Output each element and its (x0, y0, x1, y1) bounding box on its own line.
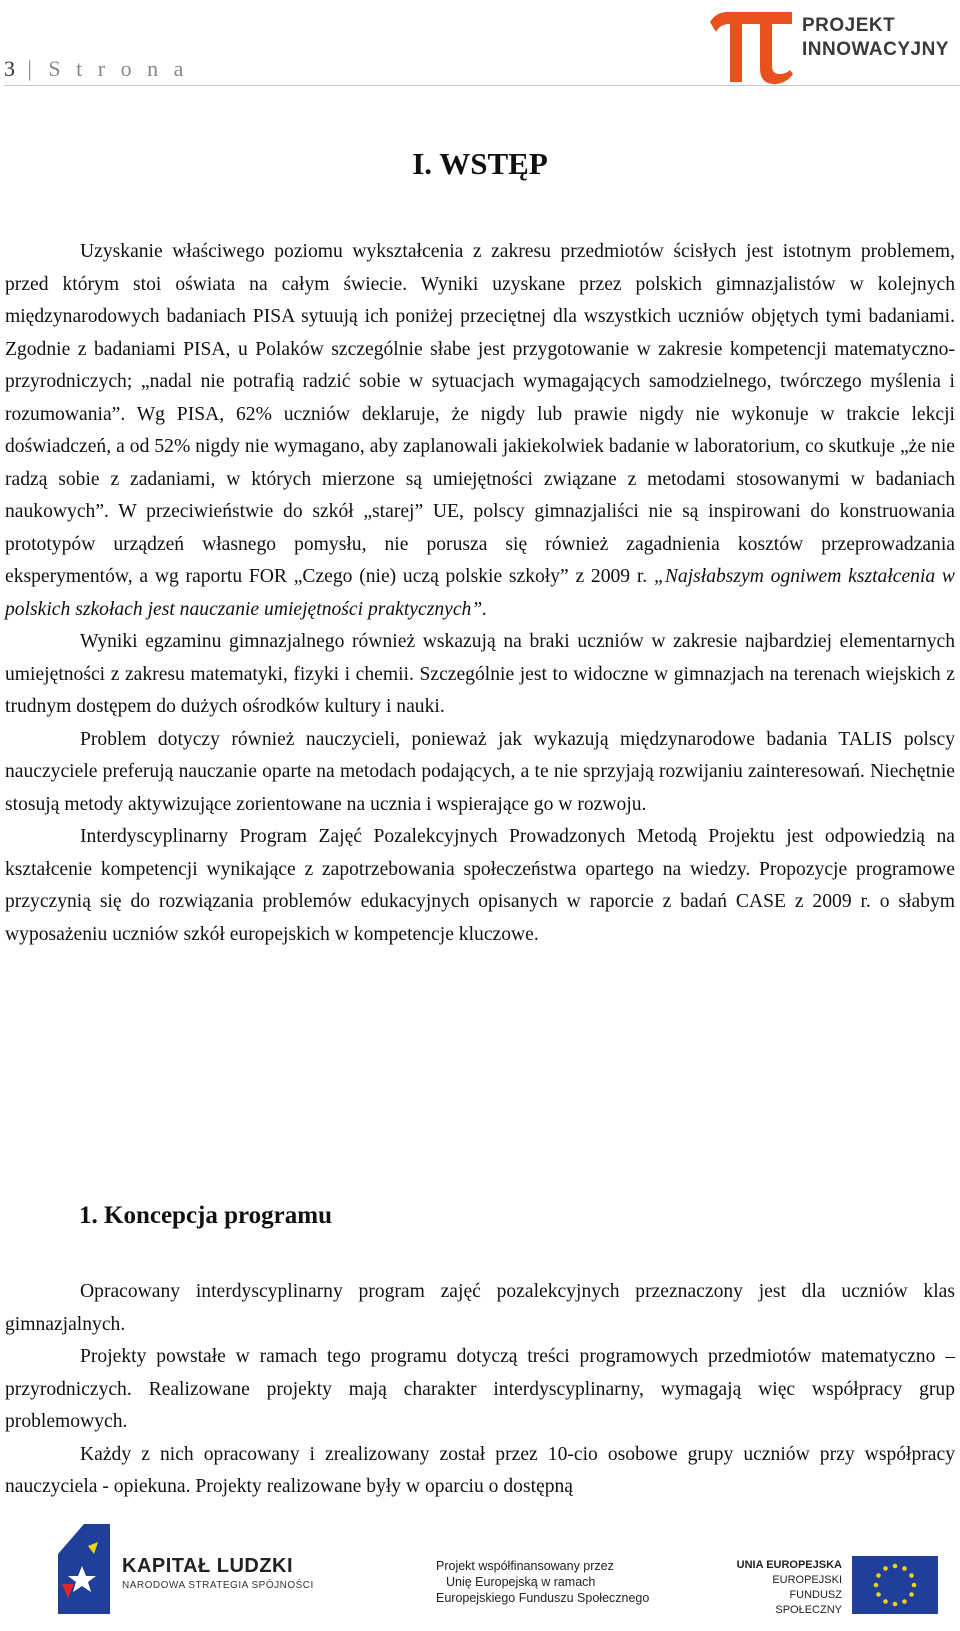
page-number: 3 (4, 56, 15, 81)
intro-section (5, 236, 955, 951)
eu-star-icon (893, 1602, 898, 1607)
eu-line-3: FUNDUSZ SPOŁECZNY (775, 1589, 842, 1616)
eu-star-icon (893, 1564, 898, 1569)
eu-star-icon (909, 1573, 914, 1578)
eu-star-icon (876, 1592, 881, 1597)
logo-text (802, 14, 949, 62)
eu-star-icon (883, 1599, 888, 1604)
pi-icon (706, 4, 798, 84)
kapital-ludzki-title: KAPITAŁ LUDZKI (122, 1555, 294, 1577)
projekt-innowacyjny-logo (706, 4, 960, 84)
page-word: S t r o n a (48, 56, 189, 81)
intro-paragraph-3: Problem dotyczy również nauczycieli, ponieważ jak wykazują międzynarodowe badania TALIS polscy nauczyciele preferują nauczanie oparte na metodach podających, a te nie sprzyjają rozwijaniu zainteresowań. Niechętnie stosują metody aktywizujące zorientowane na ucznia i wspierające go w rozwoju. (5, 728, 955, 815)
eu-star-icon (909, 1592, 914, 1597)
chapter-title: I. WSTĘP (412, 146, 548, 181)
eu-logo-text (730, 1558, 842, 1618)
eu-star-icon (902, 1566, 907, 1571)
concept-paragraph-1: Opracowany interdyscyplinarny program zajęć pozalekcyjnych przeznaczony jest dla uczniów klas gimnazjalnych. (5, 1281, 955, 1335)
intro-paragraph-1-quote: „Najsłabszym ogniwem kształcenia w polskich szkołach jest nauczanie umiejętności praktycznych”. (5, 566, 955, 620)
eu-star-icon (876, 1573, 881, 1578)
concept-section (5, 1276, 955, 1504)
cofinancing-note (436, 1558, 649, 1606)
eu-star-icon (902, 1599, 907, 1604)
page-number-separator: | (27, 56, 32, 81)
eu-line-1: UNIA EUROPEJSKA (736, 1559, 842, 1571)
intro-paragraph-1 (5, 236, 955, 626)
kapital-ludzki-emblem-icon (58, 1524, 110, 1614)
eu-line-2: EUROPEJSKI (772, 1574, 842, 1586)
logo-line-innowacyjny: INNOWACYJNY (802, 39, 949, 60)
header-divider (4, 85, 960, 86)
eu-star-icon (912, 1583, 917, 1588)
intro-paragraph-1-text: Uzyskanie właściwego poziomu wykształcenia z zakresu przedmiotów ścisłych jest istotnym problemem, przed którym stoi oświata na całym świecie. Wyniki uzyskane przez polskich gimnazjalistów w kolejnych międzynarodowych badaniach PISA sytuują ich poniżej przeciętnej dla wszystkich uczniów objętych tymi badaniami. Zgodnie z badaniami PISA, u Polaków szczególnie słabe jest przygotowanie w zakresie kompetencji matematyczno-przyrodniczych; „nadal nie potrafią radzić sobie w sytuacjach wymagających samodzielnego, twórczego myślenia i rozumowania”. Wg PISA, 62% uczniów deklaruje, że nigdy lub prawie nigdy nie wykonuje w trakcie lekcji doświadczeń, a od 52% nigdy nie wymagano, aby zaplanowali jakiekolwiek badanie w laboratorium, co skutkuje „że nie radzą sobie z zadaniami, w których mierzone są umiejętności związane z metodami stosowanymi w badaniach naukowych”. W przeciwieństwie do szkół „starej” UE, polscy gimnazjaliści nie są inspirowani do konstruowania prototypów urządzeń własnego pomysłu, nie porusza się również zagadnienia kosztów przeprowadzania eksperymentów, a wg raportu FOR „Czego (nie) uczą polskie szkoły” z 2009 r. (5, 241, 955, 587)
cofinancing-line-3: Europejskiego Funduszu Społecznego (436, 1591, 650, 1605)
concept-paragraph-2: Projekty powstałe w ramach tego programu dotyczą treści programowych przedmiotów matematyczno – przyrodniczych. Realizowane projekty mają charakter interdyscyplinarny, wymagają więc współpracy grup problemowych. (5, 1346, 955, 1432)
cofinancing-line-1: Projekt współfinansowany przez (436, 1559, 614, 1573)
eu-flag-icon (852, 1556, 938, 1614)
kapital-ludzki-logo (122, 1555, 314, 1591)
page-footer (0, 1510, 960, 1631)
logo-line-projekt: PROJEKT (802, 15, 896, 36)
kapital-ludzki-subtitle: NARODOWA STRATEGIA SPÓJNOŚCI (122, 1580, 314, 1591)
intro-paragraph-2: Wyniki egzaminu gimnazjalnego również wskazują na braki uczniów w zakresie najbardziej elementarnych umiejętności z zakresu matematyki, fizyki i chemii. Szczególnie jest to widoczne w gimnazjach na terenach wiejskich z trudnym dostępem do dużych ośrodków kultury i nauki. (5, 631, 955, 717)
intro-paragraph-4: Interdyscyplinarny Program Zajęć Pozalekcyjnych Prowadzonych Metodą Projektu jest odpowiedzią na kształcenie kompetencji wynikające z zapotrzebowania społeczeństwa opartego na wiedzy. Propozycje programowe przyczynią się do rozwiązania problemów edukacyjnych opisanych w raporcie z badań CASE z 2009 r. o słabym wyposażeniu uczniów szkół europejskich w kompetencje kluczowe. (5, 826, 955, 945)
page-header (0, 0, 960, 88)
eu-star-icon (883, 1566, 888, 1571)
cofinancing-line-2: Unię Europejską w ramach (446, 1575, 596, 1589)
section-heading: 1. Koncepcja programu (79, 1202, 332, 1229)
page-number-label (4, 56, 188, 82)
concept-paragraph-3: Każdy z nich opracowany i zrealizowany został przez 10-cio osobowe grupy uczniów przy współpracy nauczyciela - opiekuna. Projekty realizowane były w oparciu o dostępną (5, 1443, 955, 1497)
eu-star-icon (874, 1583, 879, 1588)
